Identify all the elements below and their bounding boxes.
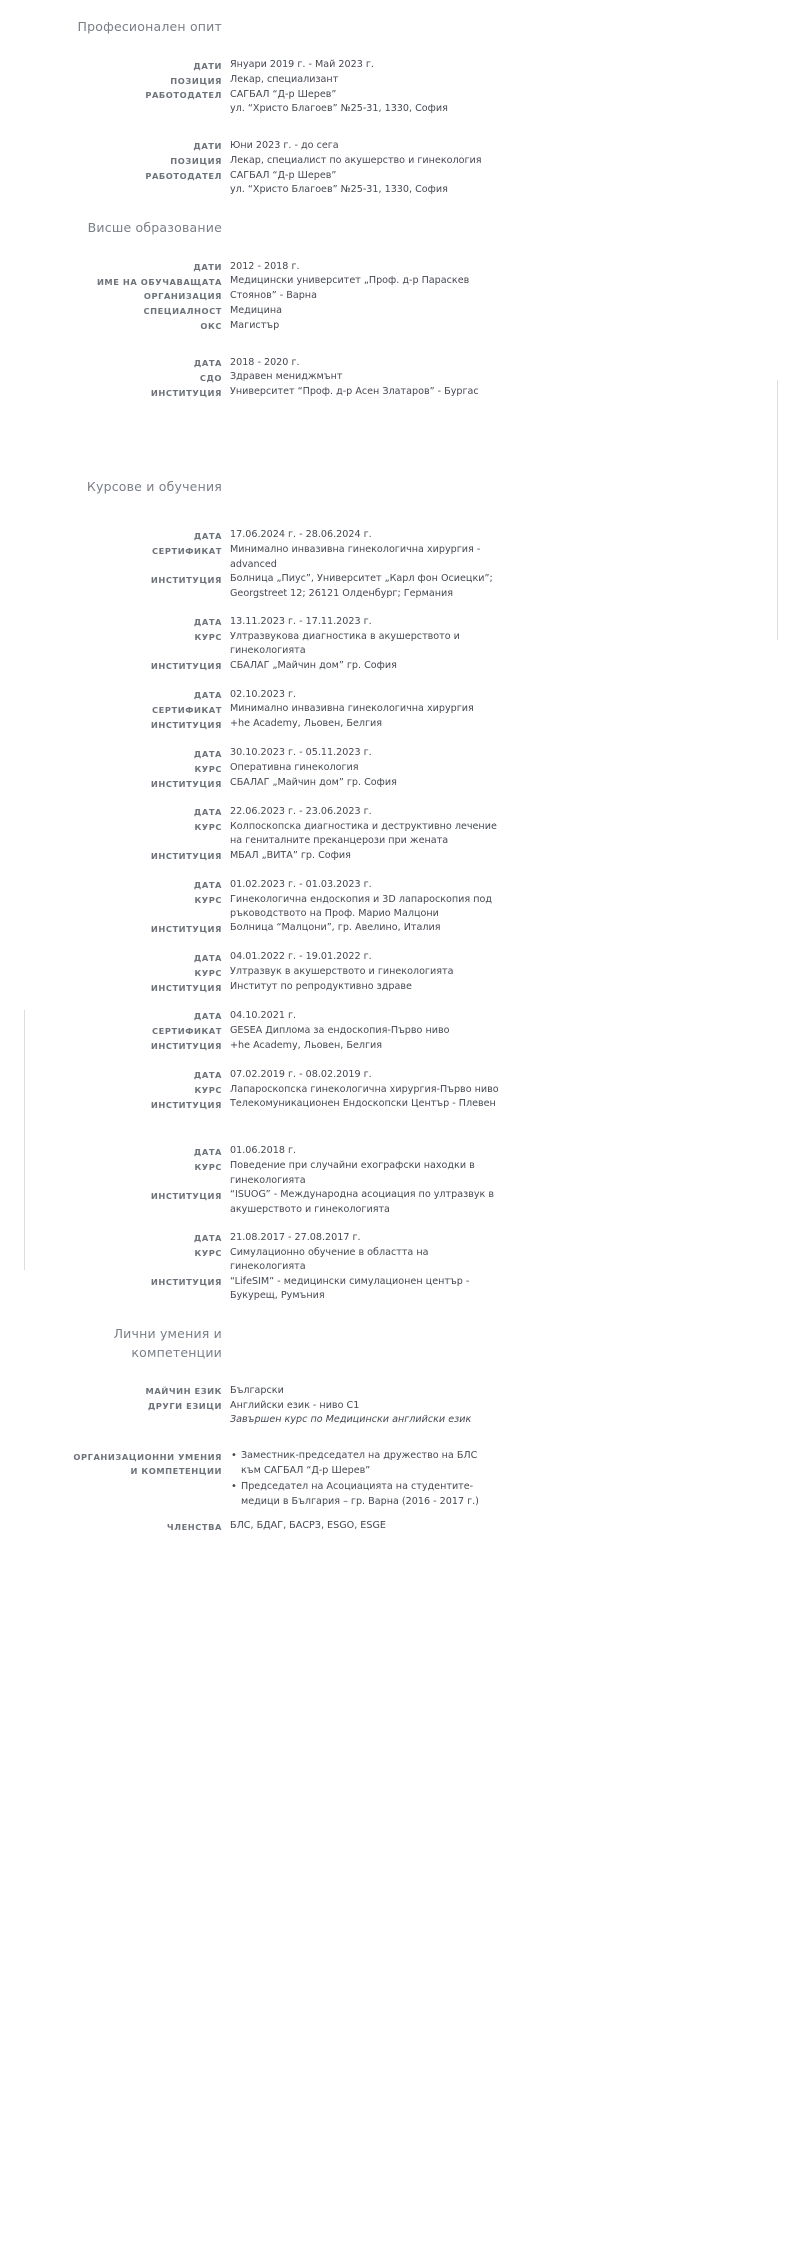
section-heading-line: Лични умения и: [113, 1326, 222, 1342]
field-row: [0, 528, 794, 543]
field-row: [0, 1159, 794, 1188]
field-value: [222, 849, 560, 863]
field-label: ИНСТИТУЦИЯ: [150, 387, 222, 398]
value-line: Georgstreet 12; 26121 Олденбург; Германия: [230, 587, 453, 599]
field-row: [0, 615, 794, 630]
field-row: [0, 1039, 794, 1054]
course-entry: [0, 1068, 794, 1113]
field-row: [0, 1384, 794, 1399]
field-label: ДРУГИ ЕЗИЦИ: [147, 1401, 222, 1412]
field-row: [0, 154, 794, 169]
field-row: [0, 659, 794, 674]
spacer: [0, 1217, 794, 1231]
field-label: СЕРТИФИКАТ: [152, 1026, 222, 1037]
spacer: [0, 334, 794, 356]
field-row: [0, 319, 794, 334]
field-label: ДАТА: [193, 690, 222, 701]
field-row: [0, 893, 794, 922]
field-value: [222, 659, 560, 673]
field-row: [0, 1231, 794, 1246]
list-item: [241, 1480, 560, 1509]
field-row: [0, 849, 794, 864]
spacer: [0, 10, 794, 18]
field-label: СПЕЦИАЛНОСТ: [143, 306, 222, 317]
field-value: [222, 1009, 560, 1023]
value-line: на гениталните преканцерози при жената: [230, 835, 449, 847]
field-label: КУРС: [194, 967, 222, 978]
value-line: advanced: [230, 558, 277, 570]
field-row: [0, 688, 794, 703]
field-value: [222, 1275, 560, 1304]
page-edge-rule-left: [24, 1010, 25, 1270]
value-line: акушерството и гинекологията: [230, 1203, 390, 1215]
spacer: [0, 791, 794, 805]
field-value: [222, 154, 560, 168]
field-value: [222, 528, 560, 542]
field-row: [0, 820, 794, 849]
field-label: ДАТА: [193, 807, 222, 818]
value-line: СБАЛАГ „Майчин дом” гр. София: [230, 777, 397, 789]
value-line: СБАЛАГ „Майчин дом” гр. София: [230, 659, 397, 671]
section-heading-line: компетенции: [131, 1344, 222, 1360]
spacer: [0, 995, 794, 1009]
field-row: [0, 260, 794, 275]
field-row: [0, 1188, 794, 1217]
field-value: [222, 776, 560, 790]
value-line: МБАЛ „ВИТА” гр. София: [230, 849, 351, 861]
field-label: ПОЗИЦИЯ: [170, 156, 222, 167]
field-value: [222, 88, 560, 117]
field-label: [0, 1449, 222, 1478]
value-line: гинекологията: [230, 645, 306, 657]
spacer: [0, 864, 794, 878]
value-line: Завършен курс по Медицински английски език: [230, 1414, 472, 1425]
field-value: [222, 260, 560, 274]
experience-entry: [0, 58, 794, 117]
field-label: ИНСТИТУЦИЯ: [150, 982, 222, 993]
field-value: [222, 1159, 560, 1188]
field-label-line: И КОМПЕТЕНЦИИ: [130, 1466, 222, 1477]
field-value: [222, 319, 560, 333]
value-line: 07.02.2019 г. - 08.02.2019 г.: [230, 1068, 372, 1080]
field-row: [0, 88, 794, 117]
course-entry: [0, 688, 794, 733]
field-label: СЕРТИФИКАТ: [152, 704, 222, 715]
field-value: [222, 615, 560, 629]
field-row: [0, 980, 794, 995]
value-line: Университет “Проф. д-р Асен Златаров” - Бургас: [230, 386, 479, 398]
field-label: ИНСТИТУЦИЯ: [150, 661, 222, 672]
value-line: 13.11.2023 г. - 17.11.2023 г.: [230, 615, 372, 627]
value-line: “LifeSIM” - медицински симулационен център -: [230, 1275, 470, 1287]
value-line: гинекологията: [230, 1261, 306, 1273]
value-line: Здравен мениджмънт: [230, 371, 343, 383]
field-label-line: ОРГАНИЗАЦИОННИ УМЕНИЯ: [73, 1451, 222, 1462]
field-label: ДАТА: [193, 952, 222, 963]
spacer: [0, 1303, 794, 1325]
field-value: [222, 1144, 560, 1158]
field-label: ИНСТИТУЦИЯ: [150, 778, 222, 789]
field-value: [222, 746, 560, 760]
field-label: КУРС: [194, 632, 222, 643]
value-line: Болница „Пиус”, Университет „Карл фон Осиецки”;: [230, 573, 493, 585]
spacer: [0, 1054, 794, 1068]
spacer: [0, 674, 794, 688]
field-label: ОКС: [200, 321, 222, 332]
spacer: [0, 36, 794, 58]
field-label: ИНСТИТУЦИЯ: [150, 1041, 222, 1052]
field-row: [0, 169, 794, 198]
field-row: [0, 921, 794, 936]
field-value: [222, 1083, 560, 1097]
course-entry: [0, 1009, 794, 1054]
field-row: [0, 1275, 794, 1304]
field-value: [222, 893, 560, 922]
field-value: [222, 805, 560, 819]
field-label: КУРС: [194, 1161, 222, 1172]
field-value: [222, 274, 560, 303]
course-entry: [0, 746, 794, 791]
field-value: [222, 73, 560, 87]
education-entry: [0, 260, 794, 334]
field-label: КУРС: [194, 1248, 222, 1259]
field-label: РАБОТОДАТЕЛ: [145, 90, 222, 101]
field-label: ЧЛЕНСТВА: [166, 1521, 222, 1532]
value-line: Колпоскопска диагностика и деструктивно лечение: [230, 820, 497, 832]
field-row: [0, 1519, 794, 1534]
field-value: [222, 702, 560, 716]
course-entry: [0, 615, 794, 674]
value-line: 02.10.2023 г.: [230, 688, 297, 700]
value-line: +he Academy, Льовен, Белгия: [230, 718, 383, 730]
value-line: Ултразвукова диагностика в акушерството и: [230, 630, 460, 642]
field-row: [0, 965, 794, 980]
value-line: 2012 - 2018 г.: [230, 260, 300, 272]
field-value: [222, 1188, 560, 1217]
field-value: [222, 717, 560, 731]
field-label: ДАТА: [193, 530, 222, 541]
field-row: [0, 274, 794, 303]
spacer: [0, 197, 794, 219]
value-line: ръководството на Проф. Марио Малцони: [230, 907, 439, 919]
field-label: КУРС: [194, 895, 222, 905]
spacer: [0, 732, 794, 746]
field-value: [222, 572, 560, 601]
value-line: Лапароскопска гинекологична хирургия-Първо ниво: [230, 1083, 499, 1095]
field-label: ИНСТИТУЦИЯ: [150, 851, 222, 862]
spacer: [0, 238, 794, 260]
value-line: “ISUOG” - Международна асоциация по ултразвук в: [230, 1189, 495, 1201]
value-line: Стоянов” - Варна: [230, 289, 317, 301]
field-row: [0, 776, 794, 791]
field-row: [0, 702, 794, 717]
course-entry: [0, 1231, 794, 1304]
value-line: Институт по репродуктивно здраве: [230, 981, 412, 993]
field-label: МАЙЧИН ЕЗИК: [145, 1386, 222, 1397]
experience-entry: [0, 139, 794, 198]
course-entry: [0, 950, 794, 995]
field-label: ИНСТИТУЦИЯ: [150, 1277, 222, 1288]
field-label: ИНСТИТУЦИЯ: [150, 574, 222, 585]
value-line: 2018 - 2020 г.: [230, 356, 300, 368]
field-label: КУРС: [194, 763, 222, 774]
field-row: [0, 370, 794, 385]
field-value: [222, 356, 560, 370]
organisational-skills-entry: [0, 1449, 794, 1534]
field-value: [222, 139, 560, 153]
field-label: ДАТА: [193, 1233, 222, 1244]
field-label: [0, 274, 222, 303]
value-line: Симулационно обучение в областта на: [230, 1246, 429, 1258]
field-label: РАБОТОДАТЕЛ: [145, 171, 222, 182]
value-line: Медицина: [230, 304, 282, 316]
field-label: ДАТИ: [193, 60, 222, 71]
spacer: [0, 936, 794, 950]
spacer: [0, 1112, 794, 1144]
field-label-line: ОРГАНИЗАЦИЯ: [143, 291, 222, 302]
course-entry: [0, 528, 794, 601]
field-value: [222, 965, 560, 979]
field-row: [0, 543, 794, 572]
field-value: [222, 630, 560, 659]
field-value: [222, 1068, 560, 1082]
course-entry: [0, 878, 794, 937]
field-value: [222, 385, 560, 399]
value-line: • Заместник-председател на дружество на БЛС: [241, 1450, 478, 1462]
field-row: [0, 1144, 794, 1159]
spacer: [0, 496, 794, 528]
value-line: Английски език - ниво С1: [230, 1399, 360, 1411]
field-row: [0, 717, 794, 732]
value-line: 22.06.2023 г. - 23.06.2023 г.: [230, 805, 372, 817]
field-value: [222, 1246, 560, 1275]
field-value: [222, 1231, 560, 1245]
value-line: Български: [230, 1384, 284, 1396]
field-row: [0, 572, 794, 601]
value-line: 30.10.2023 г. - 05.11.2023 г.: [230, 747, 372, 759]
field-value: [222, 1039, 560, 1053]
value-line: +he Academy, Льовен, Белгия: [230, 1039, 383, 1051]
value-line: гинекологията: [230, 1174, 306, 1186]
field-label: КУРС: [194, 822, 222, 833]
field-label: ДАТА: [193, 1146, 222, 1157]
field-row: [0, 1449, 794, 1511]
field-value: [222, 980, 560, 994]
field-row: [0, 746, 794, 761]
field-row: [0, 805, 794, 820]
value-line: 04.01.2022 г. - 19.01.2022 г.: [230, 951, 372, 963]
value-line: 04.10.2021 г.: [230, 1009, 297, 1021]
value-line: САГБАЛ “Д-р Шерев”: [230, 169, 337, 181]
field-label: КУРС: [194, 1085, 222, 1096]
value-line: Ултразвук в акушерството и гинекологията: [230, 966, 454, 978]
value-line: 17.06.2024 г. - 28.06.2024 г.: [230, 529, 372, 541]
field-row: [0, 878, 794, 893]
field-row: [0, 1097, 794, 1112]
field-value: [222, 820, 560, 849]
field-value: [222, 1519, 560, 1533]
field-row: [0, 139, 794, 154]
spacer: [0, 601, 794, 615]
value-line: ул. “Христо Благоев” №25-31, 1330, София: [230, 103, 448, 115]
field-value: [222, 950, 560, 964]
value-line: Магистър: [230, 319, 280, 331]
value-line: 01.06.2018 г.: [230, 1145, 297, 1157]
field-row: [0, 1009, 794, 1024]
spacer: [0, 117, 794, 139]
field-row: [0, 1083, 794, 1098]
field-label: ДАТА: [193, 748, 222, 759]
section-heading-personal-skills: [0, 1325, 222, 1361]
field-value: [222, 1384, 560, 1398]
field-value: [222, 1024, 560, 1038]
value-line: към САГБАЛ “Д-р Шерев”: [241, 1464, 371, 1476]
course-entry: [0, 805, 794, 864]
field-row: [0, 1024, 794, 1039]
field-label: СЕРТИФИКАТ: [152, 545, 222, 556]
field-label: ДАТА: [193, 617, 222, 628]
field-row: [0, 356, 794, 371]
field-row: [0, 950, 794, 965]
field-label: ИНСТИТУЦИЯ: [150, 1190, 222, 1201]
value-line: 01.02.2023 г. - 01.03.2023 г.: [230, 878, 372, 890]
field-value: [222, 58, 560, 72]
field-row: [0, 761, 794, 776]
field-row: [0, 630, 794, 659]
value-line: Телекомуникационен Ендоскопски Център - Плевен: [230, 1098, 496, 1110]
field-label: ДАТА: [193, 880, 222, 891]
field-value: [222, 761, 560, 775]
field-label: ИНСТИТУЦИЯ: [150, 1099, 222, 1110]
list-item: [241, 1449, 560, 1478]
spacer: [0, 1511, 794, 1519]
spacer: [0, 400, 794, 478]
field-value: [222, 921, 560, 935]
value-line: Лекар, специализант: [230, 74, 339, 86]
field-value: [222, 304, 560, 318]
value-line: САГБАЛ “Д-р Шерев”: [230, 88, 337, 100]
field-row: [0, 73, 794, 88]
field-value: [222, 169, 560, 198]
field-row: [0, 304, 794, 319]
spacer: [0, 1362, 794, 1384]
value-line: Медицински университет „Проф. д-р Параскев: [230, 275, 470, 287]
value-line: Букурещ, Румъния: [230, 1290, 325, 1302]
field-label: СДО: [199, 372, 222, 383]
field-row: [0, 385, 794, 400]
value-line: Юни 2023 г. - до сега: [230, 139, 339, 151]
field-value: [222, 1449, 560, 1511]
field-value: [222, 878, 560, 892]
course-entry: [0, 1144, 794, 1217]
value-line: • Председател на Асоциацията на студентите-: [241, 1481, 474, 1493]
field-label: ДАТИ: [193, 262, 222, 272]
value-line: Минимално инвазивна гинекологична хирургия: [230, 703, 474, 715]
value-line: медици в България – гр. Варна (2016 - 2017 г.): [241, 1495, 479, 1507]
field-label: ДАТА: [193, 358, 222, 369]
field-value: [222, 1399, 560, 1428]
field-label: ИНСТИТУЦИЯ: [150, 719, 222, 730]
value-line: Поведение при случайни ехографски находки в: [230, 1160, 475, 1172]
languages-entry: [0, 1384, 794, 1428]
field-value: [222, 688, 560, 702]
section-heading-professional-experience: Професионален опит: [77, 19, 222, 34]
field-label: ИНСТИТУЦИЯ: [150, 923, 222, 934]
value-line: GESEA Диплома за ендоскопия-Първо ниво: [230, 1024, 450, 1036]
spacer: [0, 1427, 794, 1449]
field-row: [0, 1399, 794, 1428]
field-row: [0, 1246, 794, 1275]
value-line: ул. “Христо Благоев” №25-31, 1330, София: [230, 183, 448, 195]
education-entry: [0, 356, 794, 401]
field-label-line: ИМЕ НА ОБУЧАВАЩАТА: [96, 276, 222, 287]
value-line: Болница “Малцони”, гр. Авелино, Италия: [230, 922, 441, 934]
field-value: [222, 1097, 560, 1111]
value-line: Минимално инвазивна гинекологична хирургия -: [230, 544, 481, 556]
value-line: БЛС, БДАГ, БАСРЗ, ESGO, ESGE: [230, 1520, 386, 1532]
field-value: [222, 370, 560, 384]
value-line: Лекар, специалист по акушерство и гинекология: [230, 154, 482, 166]
value-line: Оперативна гинекология: [230, 762, 359, 774]
field-row: [0, 58, 794, 73]
field-label: ДАТА: [193, 1070, 222, 1081]
field-row: [0, 1068, 794, 1083]
section-heading-higher-education: Висше образование: [87, 220, 222, 236]
value-line: Гинекологична ендоскопия и 3D лапароскопия под: [230, 893, 493, 905]
section-heading-courses: Курсове и обучения: [86, 479, 222, 495]
value-line: 21.08.2017 - 27.08.2017 г.: [230, 1231, 361, 1243]
field-label: ПОЗИЦИЯ: [170, 75, 222, 86]
value-line: Януари 2019 г. - Май 2023 г.: [230, 59, 374, 71]
page-edge-rule-right: [777, 380, 778, 640]
field-value: [222, 543, 560, 572]
field-label: ДАТА: [193, 1011, 222, 1022]
bullet-list: [230, 1449, 560, 1509]
field-label: ДАТИ: [193, 141, 222, 152]
